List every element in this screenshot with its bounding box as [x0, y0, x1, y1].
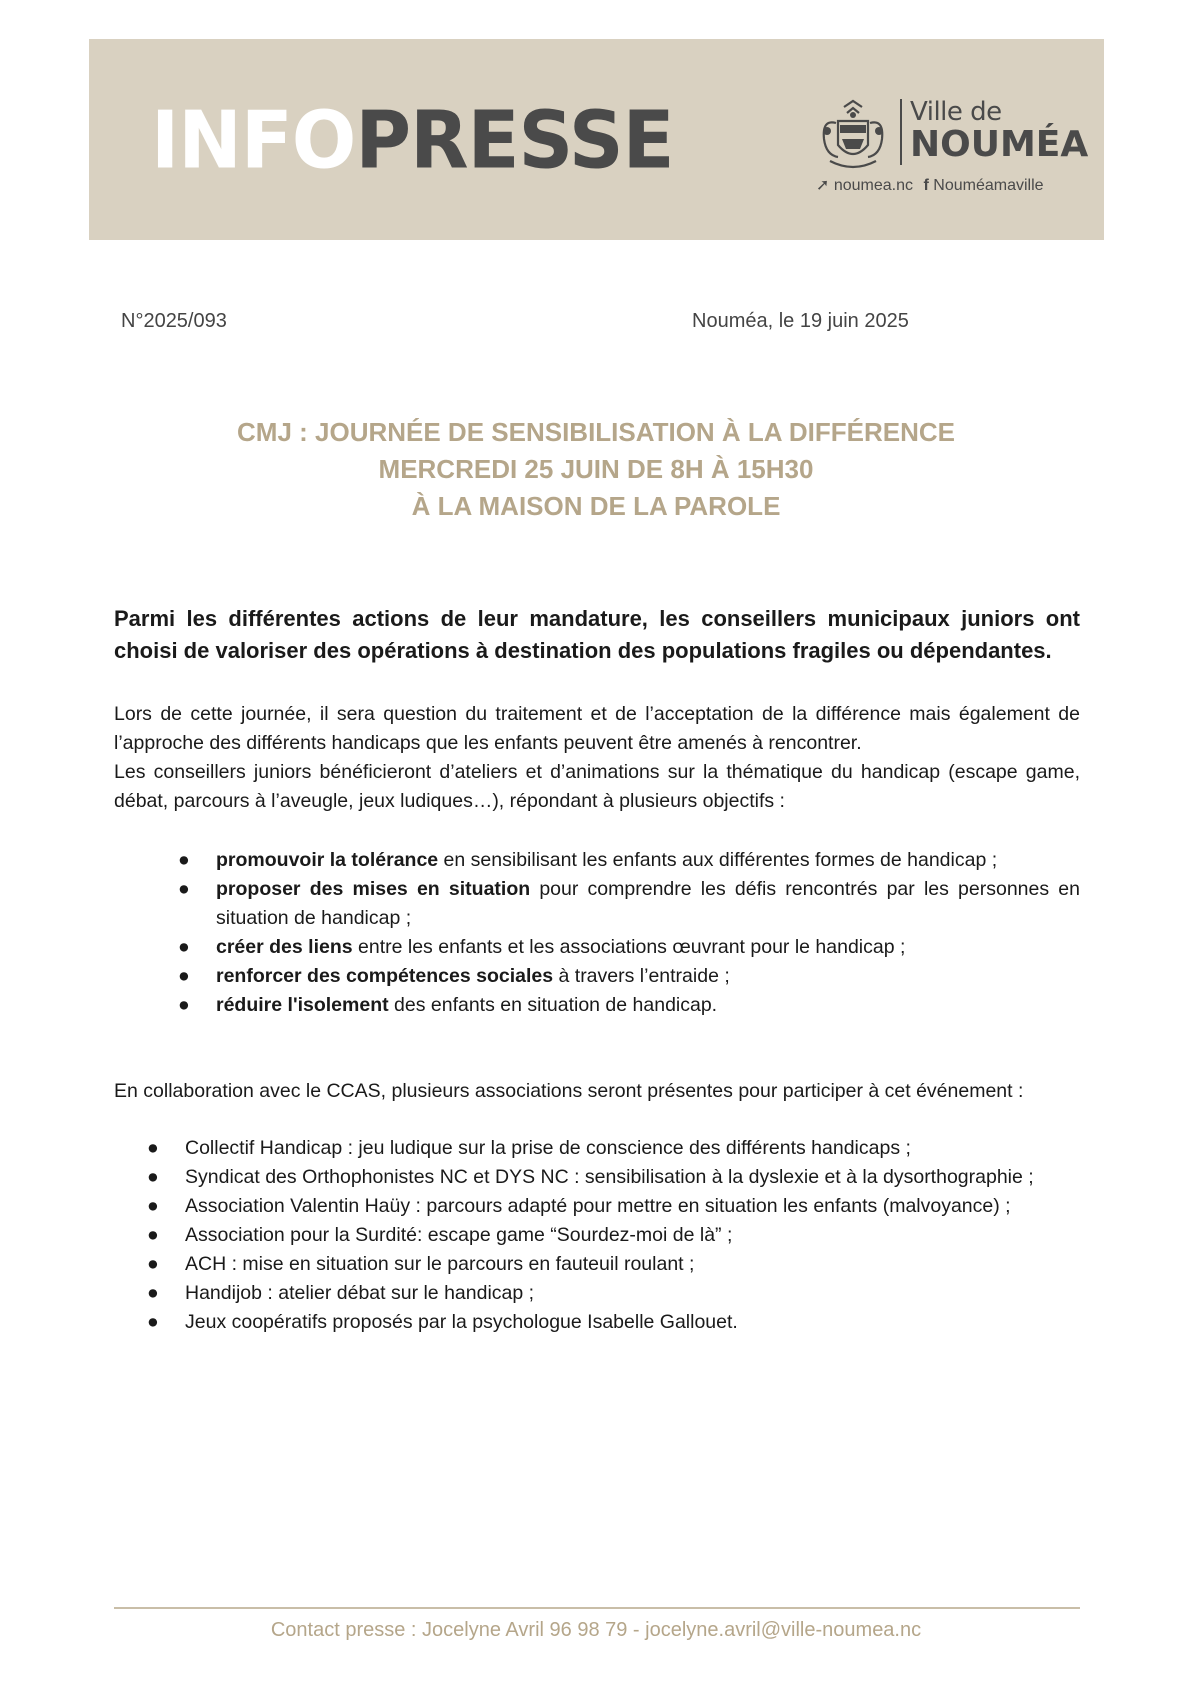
list-item: [178, 991, 1080, 1020]
bullet-icon: ●: [178, 878, 190, 900]
objective-keyword: proposer des mises en situation: [216, 878, 531, 900]
objective-keyword: promouvoir la tolérance: [216, 849, 439, 871]
logo-noumea: NOUMÉA: [910, 124, 1089, 165]
objective-text: des enfants en situation de handicap.: [388, 994, 718, 1016]
list-item: [147, 1279, 1080, 1308]
send-icon: ➚: [816, 177, 830, 194]
bullet-icon: ●: [147, 1166, 159, 1188]
bullet-icon: ●: [178, 994, 190, 1016]
bullet-icon: ●: [147, 1253, 159, 1275]
list-item: [147, 1221, 1080, 1250]
bullet-icon: ●: [178, 965, 190, 987]
association-text: Association pour la Surdité: escape game “Sourdez-moi de là” ;: [185, 1224, 733, 1246]
bullet-icon: ●: [147, 1137, 159, 1159]
press-release-number: N°2025/093: [121, 310, 227, 332]
collaboration-paragraph: En collaboration avec le CCAS, plusieurs associations seront présentes pour participer à cet événement :: [114, 1080, 1024, 1102]
logo-divider: [900, 99, 902, 165]
objective-keyword: renforcer des compétences sociales: [216, 965, 554, 987]
bullet-icon: ●: [178, 936, 190, 958]
website-link[interactable]: noumea.nc: [833, 177, 914, 194]
lead-paragraph: Parmi les différentes actions de leur mandature, les conseillers municipaux juniors ont choisi de valoriser des opérations à destination des populations fragiles ou dépendantes.: [114, 606, 1080, 663]
association-text: Handijob : atelier débat sur le handicap ;: [185, 1282, 535, 1304]
list-item: [178, 846, 1080, 875]
objective-text: pour comprendre les défis rencontrés par les personnes en situation de handicap ;: [216, 878, 1080, 929]
association-text: Jeux coopératifs proposés par la psychologue Isabelle Gallouet.: [185, 1311, 738, 1333]
logo-social-links: [816, 175, 1044, 195]
associations-list: [114, 1134, 1080, 1337]
objective-text: entre les enfants et les associations œuvrant pour le handicap ;: [352, 936, 906, 958]
info-presse-brand: [151, 93, 674, 187]
footer-divider: [114, 1607, 1080, 1609]
title-line: MERCREDI 25 JUIN DE 8H À 15H30: [378, 454, 814, 484]
ville-noumea-logo: [814, 97, 1089, 194]
press-release-date: Nouméa, le 19 juin 2025: [692, 310, 909, 332]
list-item: [178, 962, 1080, 991]
objective-keyword: créer des liens: [216, 936, 353, 958]
list-item: [147, 1308, 1080, 1337]
list-item: [147, 1192, 1080, 1221]
objective-text: à travers l’entraide ;: [553, 965, 730, 987]
press-contact: Contact presse : Jocelyne Avril 96 98 79 - jocelyne.avril@ville-noumea.nc: [270, 1619, 922, 1641]
facebook-link[interactable]: Nouméamaville: [933, 177, 1044, 194]
association-text: Syndicat des Orthophonistes NC et DYS NC : sensibilisation à la dyslexie et à la dysorthographie ;: [185, 1166, 1034, 1188]
facebook-icon: f: [923, 177, 929, 194]
list-item: [147, 1163, 1080, 1192]
title-line: CMJ : JOURNÉE DE SENSIBILISATION À LA DIFFÉRENCE: [237, 417, 955, 447]
objective-text: en sensibilisant les enfants aux différentes formes de handicap ;: [438, 849, 998, 871]
list-item: [178, 933, 1080, 962]
association-text: ACH : mise en situation sur le parcours en fauteuil roulant ;: [185, 1253, 695, 1275]
article-body: [114, 603, 1080, 1337]
title-line: À LA MAISON DE LA PAROLE: [411, 491, 781, 521]
body-paragraph: Les conseillers juniors bénéficieront d’ateliers et d’animations sur la thématique du handicap (escape game, débat, parcours à l’aveugle, jeux ludiques…), répondant à plusieurs objectifs :: [114, 761, 1080, 812]
bullet-icon: ●: [147, 1195, 159, 1217]
bullet-icon: ●: [178, 849, 190, 871]
body-paragraph: Lors de cette journée, il sera question du traitement et de l’acceptation de la différence mais également de l’approche des différents handicaps que les enfants peuvent être amenés à rencontrer.: [114, 703, 1080, 754]
press-release-title: [100, 414, 1092, 525]
list-item: [178, 875, 1080, 933]
objective-keyword: réduire l'isolement: [216, 994, 389, 1016]
bullet-icon: ●: [147, 1311, 159, 1333]
association-text: Association Valentin Haüy : parcours adapté pour mettre en situation les enfants (malvoyance) ;: [185, 1195, 1011, 1217]
logo-ville-de: Ville de: [910, 97, 1002, 127]
objectives-list: [114, 846, 1080, 1020]
bullet-icon: ●: [147, 1224, 159, 1246]
brand-presse: PRESSE: [355, 93, 674, 187]
brand-info: INFO: [151, 93, 356, 187]
association-text: Collectif Handicap : jeu ludique sur la prise de conscience des différents handicaps ;: [185, 1137, 911, 1159]
header-banner: [89, 39, 1104, 240]
city-crest-icon: [814, 99, 892, 175]
list-item: [147, 1250, 1080, 1279]
bullet-icon: ●: [147, 1282, 159, 1304]
list-item: [147, 1134, 1080, 1163]
